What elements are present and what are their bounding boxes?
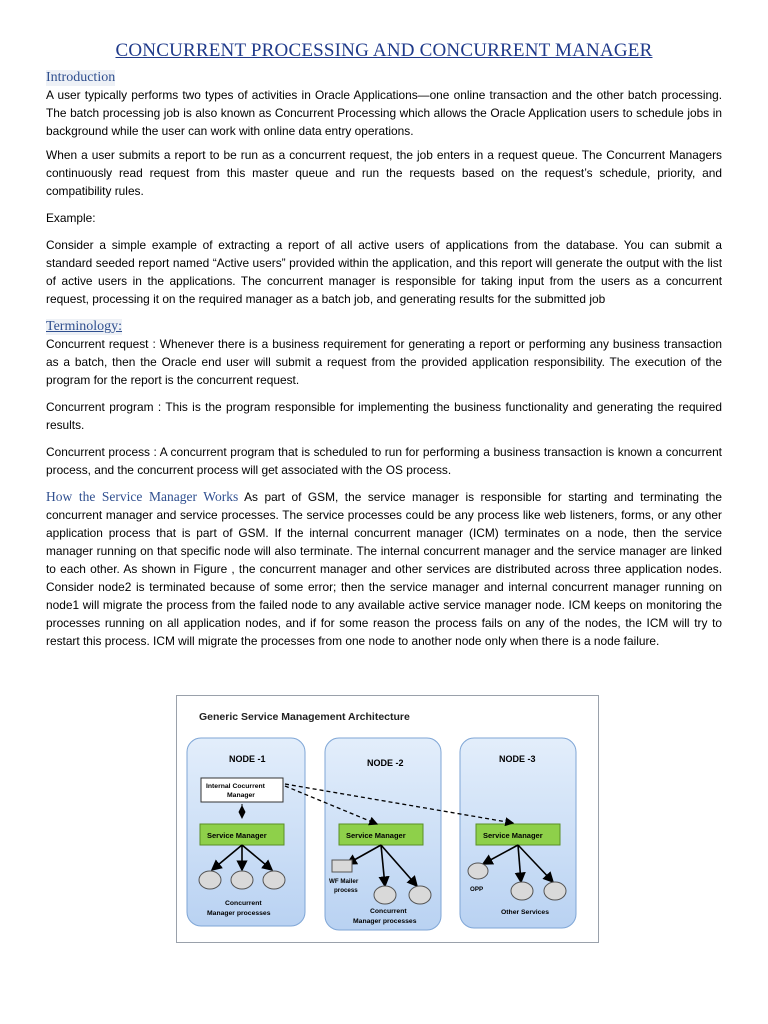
- icm-label-line1: Internal Cocurrent: [206, 783, 265, 790]
- node-1-label: NODE -1: [229, 754, 266, 764]
- example-label: Example:: [46, 211, 96, 225]
- term-concurrent-program: Concurrent program : This is the program responsible for implementing the business functionality and generating the required results.: [46, 400, 722, 432]
- node-3-sm-label: Service Manager: [483, 831, 543, 840]
- document-page: [46, 40, 722, 659]
- terminology-heading: Terminology:: [46, 319, 123, 334]
- node-2-label: NODE -2: [367, 758, 404, 768]
- service-manager-body: As part of GSM, the service manager is responsible for starting and terminating the concurrent manager and service processes. The service processes could be any process like web listeners, forms, or any other application process that is part of GSM. If the internal concurrent manager (ICM) terminates on a node, then the service manager running on that specific node will also terminate. The internal concurrent manager and the service manager are linked to each other. As shown in Figure , the concurrent manager and other services are distributed across three application nodes. Consider node2 is terminated because of some error; then the service manager and internal concurrent manager running on node1 will migrate the process from the failed node to any available active service manager node. ICM keeps on monitoring the processes running on all application nodes, and if for some reason the process fails on any of the nodes, the ICM will try to restart this process. ICM will migrate the processes from one node to another node only when there is a node failure.: [46, 490, 722, 648]
- node-3-label: NODE -3: [499, 754, 536, 764]
- service-manager-heading: How the Service Manager Works: [46, 489, 239, 504]
- node-2-caption-line2: Manager processes: [353, 918, 417, 925]
- figure-title: Generic Service Management Architecture: [199, 711, 410, 723]
- node-2-caption-line1: Concurrent: [370, 908, 407, 915]
- wf-mailer-label-line2: process: [334, 887, 358, 894]
- node-1-process-c: [263, 871, 285, 889]
- node-1-process-a: [199, 871, 221, 889]
- introduction-heading: Introduction: [46, 70, 116, 85]
- node-1-caption-line1: Concurrent: [225, 900, 262, 907]
- node-2-sm-label: Service Manager: [346, 831, 406, 840]
- opp-process: [468, 863, 488, 879]
- node-3-process-a: [511, 882, 533, 900]
- intro-paragraph-1: A user typically performs two types of activities in Oracle Applications—one online transaction and the other batch processing. The batch processing job is also known as Concurrent Processing which allows the Oracle Application users to schedule jobs in background while the user can work with online data entry operations.: [46, 88, 722, 138]
- wf-mailer-box: [332, 860, 352, 872]
- icm-label-line2: Manager: [227, 792, 255, 799]
- service-manager-paragraph: [46, 488, 722, 650]
- node-2-process-b: [409, 886, 431, 904]
- wf-mailer-label-line1: WF Mailer: [329, 878, 359, 885]
- term-concurrent-process: Concurrent process : A concurrent program that is scheduled to run for performing a business transaction is known a concurrent process, and the concurrent process will get associated with the OS process.: [46, 445, 722, 477]
- document-title: CONCURRENT PROCESSING AND CONCURRENT MANAGER: [115, 40, 653, 61]
- intro-paragraph-2: When a user submits a report to be run as a concurrent request, the job enters in a request queue. The Concurrent Managers continuously read request from this master queue and run the requests based on the request’s schedule, priority, and compatibility rules.: [46, 148, 722, 198]
- intro-paragraph-3: Consider a simple example of extracting a report of all active users of applications from the database. You can submit a standard seeded report named “Active users” provided within the application, and this report will generate the output with the list of active users in the applications. The concurrent manager is responsible for taking input from the users as a concurrent request, processing it on the required manager as a batch job, and generating results for the submitted job: [46, 238, 722, 306]
- gsm-architecture-figure: [176, 695, 599, 943]
- node-2-process-a: [374, 886, 396, 904]
- opp-label: OPP: [470, 886, 484, 893]
- node-1-process-b: [231, 871, 253, 889]
- node-1-sm-label: Service Manager: [207, 831, 267, 840]
- node-1-caption-line2: Manager processes: [207, 910, 271, 917]
- node-3-caption: Other Services: [501, 909, 549, 916]
- node-3-process-b: [544, 882, 566, 900]
- term-concurrent-request: Concurrent request : Whenever there is a business requirement for generating a report or performing any business transaction as a batch, then the Oracle end user will submit a request from the provided application responsibility. The execution of the program for the report is the concurrent request.: [46, 337, 722, 387]
